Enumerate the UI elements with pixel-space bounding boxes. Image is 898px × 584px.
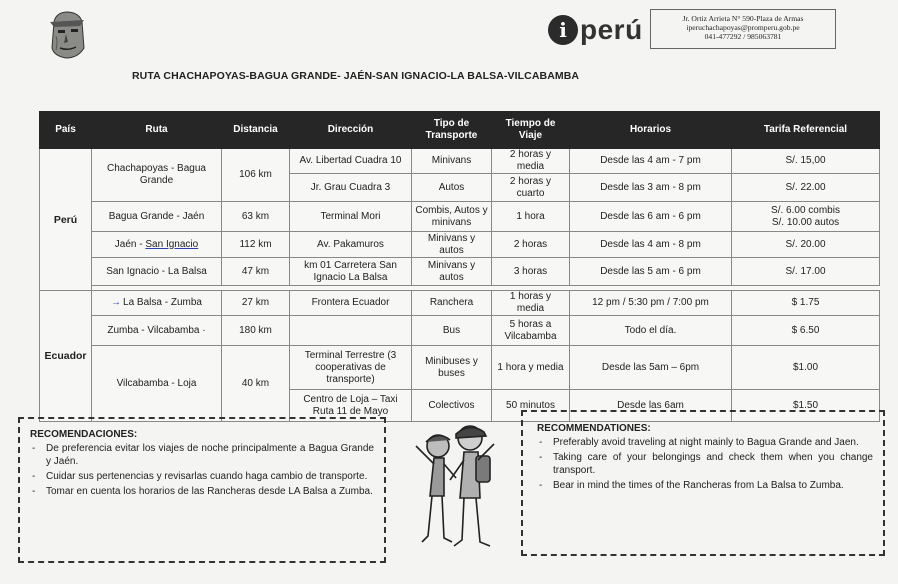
table-row — [40, 258, 880, 286]
cell-horarios: Desde las 5 am - 6 pm — [570, 258, 732, 286]
recommendations-en-list — [537, 436, 873, 492]
brand-name: perú — [580, 14, 643, 45]
cell-tarifa: S/. 17.00 — [732, 258, 880, 286]
cell-tipo: Minivans y autos — [412, 232, 492, 258]
recommendations-es-list — [30, 442, 374, 498]
cell-direccion: Av. Pakamuros — [290, 232, 412, 258]
country-ecuador: Ecuador — [40, 291, 92, 422]
cell-tarifa: $ 1.75 — [732, 291, 880, 316]
table-row — [40, 149, 880, 174]
list-item: - Bear in mind the times of the Rancheras from La Balsa to Zumba. — [537, 479, 873, 492]
table-row — [40, 291, 880, 316]
cell-horarios: Desde las 5am – 6pm — [570, 346, 732, 390]
route-name: Zumba - Vilcabamba · — [92, 316, 222, 346]
cell-tiempo: 50 minutos — [492, 390, 570, 422]
cell-horarios: Desde las 6am — [570, 390, 732, 422]
iperu-logo — [548, 14, 643, 46]
contact-address: Jr. Ortiz Arrieta N° 590-Plaza de Armas — [682, 14, 804, 23]
cell-tiempo: 1 hora y media — [492, 346, 570, 390]
list-item: - Taking care of your belongings and check them when you change transport. — [537, 451, 873, 477]
route-distance: 63 km — [222, 202, 290, 232]
recommendations-es-box — [18, 417, 386, 563]
route-distance: 40 km — [222, 346, 290, 422]
cell-tipo: Autos — [412, 174, 492, 202]
recommendations-es-title: RECOMENDACIONES: — [30, 429, 138, 440]
cell-tiempo: 2 horas — [492, 232, 570, 258]
cell-direccion: Jr. Grau Cuadra 3 — [290, 174, 412, 202]
header-tipo: Tipo de Transporte — [412, 112, 492, 149]
cell-tipo: Combis, Autos y minivans — [412, 202, 492, 232]
header-tarifa: Tarifa Referencial — [732, 112, 880, 149]
cell-tarifa: S/. 22.00 — [732, 174, 880, 202]
cell-direccion: Terminal Terrestre (3 cooperativas de transporte) — [290, 346, 412, 390]
cell-direccion: Centro de Loja – Taxi Ruta 11 de Mayo — [290, 390, 412, 422]
cell-tipo: Minibuses y buses — [412, 346, 492, 390]
cell-tiempo: 3 horas — [492, 258, 570, 286]
header-ruta: Ruta — [92, 112, 222, 149]
recommendations-en-title: RECOMMENDATIONES: — [537, 423, 651, 434]
route-origin: Jaén - — [114, 238, 146, 250]
cell-tipo: Minivans — [412, 149, 492, 174]
route-name: San Ignacio - La Balsa — [92, 258, 222, 286]
cell-tiempo: 1 horas y media — [492, 291, 570, 316]
cell-direccion: Frontera Ecuador — [290, 291, 412, 316]
route-name: Chachapoyas - Bagua Grande — [92, 149, 222, 202]
info-i-icon: i — [548, 15, 578, 45]
cell-tiempo: 1 hora — [492, 202, 570, 232]
cell-direccion — [290, 316, 412, 346]
cell-tipo: Minivans y autos — [412, 258, 492, 286]
list-item: - Cuidar sus pertenencias y revisarlas cuando haga cambio de transporte. — [30, 470, 374, 483]
list-item: - Tomar en cuenta los horarios de las Rancheras desde LA Balsa a Zumba. — [30, 485, 374, 498]
header-tiempo: Tiempo de Viaje — [492, 112, 570, 149]
route-name: Bagua Grande - Jaén — [92, 202, 222, 232]
cell-direccion: km 01 Carretera San Ignacio La Balsa — [290, 258, 412, 286]
route-distance: 180 km — [222, 316, 290, 346]
table-row — [40, 316, 880, 346]
tarifa-autos: S/. 10.00 autos — [771, 216, 840, 228]
cell-tipo: Ranchera — [412, 291, 492, 316]
route-distance: 112 km — [222, 232, 290, 258]
table-row — [40, 202, 880, 232]
contact-box — [650, 9, 836, 49]
route-destination-underlined: San Ignacio — [145, 238, 199, 250]
cell-tipo: Colectivos — [412, 390, 492, 422]
contact-email: iperuchachapoyas@promperu.gob.pe — [686, 23, 800, 32]
cell-tiempo: 2 horas y media — [492, 149, 570, 174]
list-item: - Preferably avoid traveling at night mainly to Bagua Grande and Jaen. — [537, 436, 873, 449]
recommendations-en-box — [521, 410, 885, 556]
cell-tarifa: $ 6.50 — [732, 316, 880, 346]
table-row — [40, 346, 880, 390]
table-row — [40, 232, 880, 258]
country-peru: Perú — [40, 149, 92, 291]
cell-horarios: Desde las 6 am - 6 pm — [570, 202, 732, 232]
tarifa-combis: S/. 6.00 combis — [771, 204, 840, 216]
cell-tipo: Bus — [412, 316, 492, 346]
cell-horarios: Todo el día. — [570, 316, 732, 346]
route-distance: 27 km — [222, 291, 290, 316]
routes-table — [39, 111, 880, 422]
header-pais: País — [40, 112, 92, 149]
header-distancia: Distancia — [222, 112, 290, 149]
travellers-cartoon-icon — [410, 416, 498, 556]
table-header-row — [40, 112, 880, 149]
cell-tarifa — [732, 202, 880, 232]
cell-tiempo: 5 horas a Vilcabamba — [492, 316, 570, 346]
route-distance: 106 km — [222, 149, 290, 202]
cell-direccion: Av. Libertad Cuadra 10 — [290, 149, 412, 174]
page-title: RUTA CHACHAPOYAS-BAGUA GRANDE- JAÉN-SAN IGNACIO-LA BALSA-VILCABAMBA — [132, 70, 580, 82]
header-horarios: Horarios — [570, 112, 732, 149]
cell-tarifa: S/. 15,00 — [732, 149, 880, 174]
cell-horarios: Desde las 4 am - 7 pm — [570, 149, 732, 174]
cell-tiempo: 2 horas y cuarto — [492, 174, 570, 202]
header-direccion: Dirección — [290, 112, 412, 149]
route-name: Vilcabamba - Loja — [92, 346, 222, 422]
hand-drawn-arrow-icon: → — [111, 297, 122, 308]
list-item: - De preferencia evitar los viajes de noche principalmente a Bagua Grande y Jaén. — [30, 442, 374, 468]
cell-tarifa: $1.50 — [732, 390, 880, 422]
route-name — [92, 291, 222, 316]
stone-head-logo-icon — [44, 8, 90, 60]
route-label: La Balsa - Zumba — [123, 297, 202, 308]
cell-horarios: Desde las 4 am - 8 pm — [570, 232, 732, 258]
cell-horarios: 12 pm / 5:30 pm / 7:00 pm — [570, 291, 732, 316]
route-distance: 47 km — [222, 258, 290, 286]
contact-phone: 041-477292 / 985063781 — [704, 32, 782, 41]
cell-direccion: Terminal Mori — [290, 202, 412, 232]
cell-tarifa: $1.00 — [732, 346, 880, 390]
cell-horarios: Desde las 3 am - 8 pm — [570, 174, 732, 202]
cell-tarifa: S/. 20.00 — [732, 232, 880, 258]
route-name — [92, 232, 222, 258]
